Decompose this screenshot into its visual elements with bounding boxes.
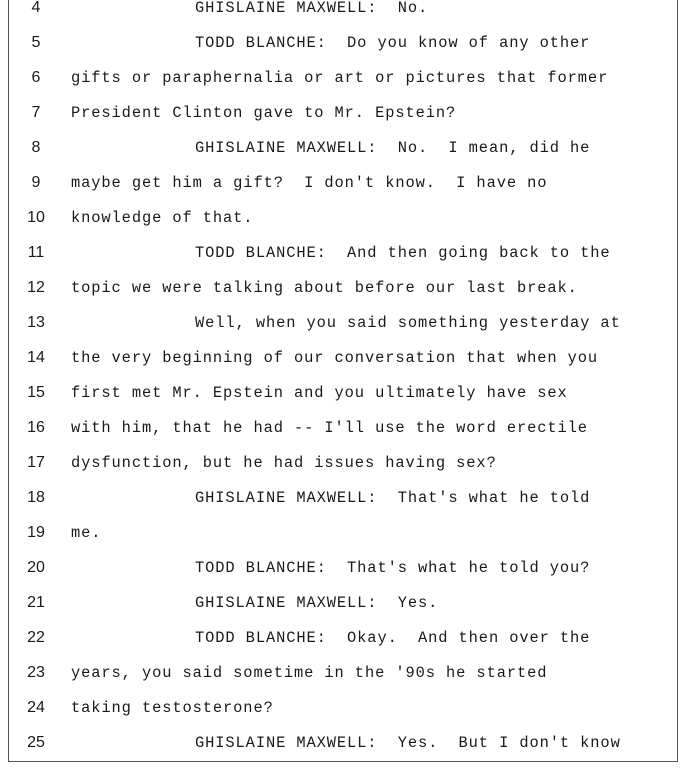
transcript-page [8, 0, 678, 762]
line-text: taking testosterone? [71, 699, 274, 717]
line-text: with him, that he had -- I'll use the word erectile [71, 419, 588, 437]
line-number: 7 [31, 104, 41, 121]
line-text: the very beginning of our conversation that when you [71, 349, 599, 367]
line-number: 24 [27, 699, 45, 716]
line-number: 12 [27, 279, 45, 296]
line-number: 9 [31, 174, 41, 191]
transcript-line [9, 412, 677, 447]
line-text: topic we were talking about before our last break. [71, 279, 578, 297]
transcript-line [9, 167, 677, 202]
line-number: 25 [27, 734, 45, 751]
line-text: TODD BLANCHE: Okay. And then over the [195, 629, 591, 647]
transcript-line [9, 342, 677, 377]
line-text: first met Mr. Epstein and you ultimately have sex [71, 384, 568, 402]
line-number: 15 [27, 384, 45, 401]
transcript-line [9, 482, 677, 517]
transcript-line [9, 517, 677, 552]
transcript-line [9, 272, 677, 307]
line-number: 6 [31, 69, 41, 86]
transcript-line [9, 447, 677, 482]
line-text: years, you said sometime in the '90s he started [71, 664, 548, 682]
transcript-line [9, 622, 677, 657]
line-text: dysfunction, but he had issues having sex? [71, 454, 497, 472]
line-text: Well, when you said something yesterday at [195, 314, 621, 332]
line-number: 21 [27, 594, 45, 611]
line-number: 13 [27, 314, 45, 331]
line-number: 23 [27, 664, 45, 681]
transcript-line [9, 377, 677, 412]
line-number: 18 [27, 489, 45, 506]
line-text: maybe get him a gift? I don't know. I have no [71, 174, 548, 192]
line-number: 5 [31, 34, 41, 51]
line-text: me. [71, 524, 102, 542]
line-text: GHISLAINE MAXWELL: No. I mean, did he [195, 139, 591, 157]
line-number: 19 [27, 524, 45, 541]
transcript-line [9, 307, 677, 342]
line-number: 4 [31, 0, 41, 16]
line-number: 8 [31, 139, 41, 156]
transcript-line [9, 552, 677, 587]
line-number: 16 [27, 419, 45, 436]
line-text: President Clinton gave to Mr. Epstein? [71, 104, 457, 122]
line-text: GHISLAINE MAXWELL: That's what he told [195, 489, 591, 507]
line-text: GHISLAINE MAXWELL: No. [195, 0, 429, 17]
line-text: GHISLAINE MAXWELL: Yes. But I don't know [195, 734, 621, 752]
line-text: TODD BLANCHE: And then going back to the [195, 244, 611, 262]
line-text: gifts or paraphernalia or art or pictures that former [71, 69, 609, 87]
transcript-line [9, 727, 677, 762]
transcript-line [9, 97, 677, 132]
transcript-line [9, 0, 677, 27]
transcript-line [9, 692, 677, 727]
line-number: 22 [27, 629, 45, 646]
line-number: 20 [27, 559, 45, 576]
line-text: TODD BLANCHE: That's what he told you? [195, 559, 591, 577]
transcript-line [9, 132, 677, 167]
line-text: knowledge of that. [71, 209, 254, 227]
line-number: 17 [27, 454, 45, 471]
line-text: TODD BLANCHE: Do you know of any other [195, 34, 591, 52]
transcript-line [9, 62, 677, 97]
transcript-line [9, 27, 677, 62]
transcript-line [9, 202, 677, 237]
transcript-line [9, 587, 677, 622]
line-number: 11 [27, 244, 45, 261]
line-text: GHISLAINE MAXWELL: Yes. [195, 594, 439, 612]
line-number: 14 [27, 349, 45, 366]
line-number: 10 [27, 209, 45, 226]
transcript-line [9, 657, 677, 692]
transcript-line [9, 237, 677, 272]
